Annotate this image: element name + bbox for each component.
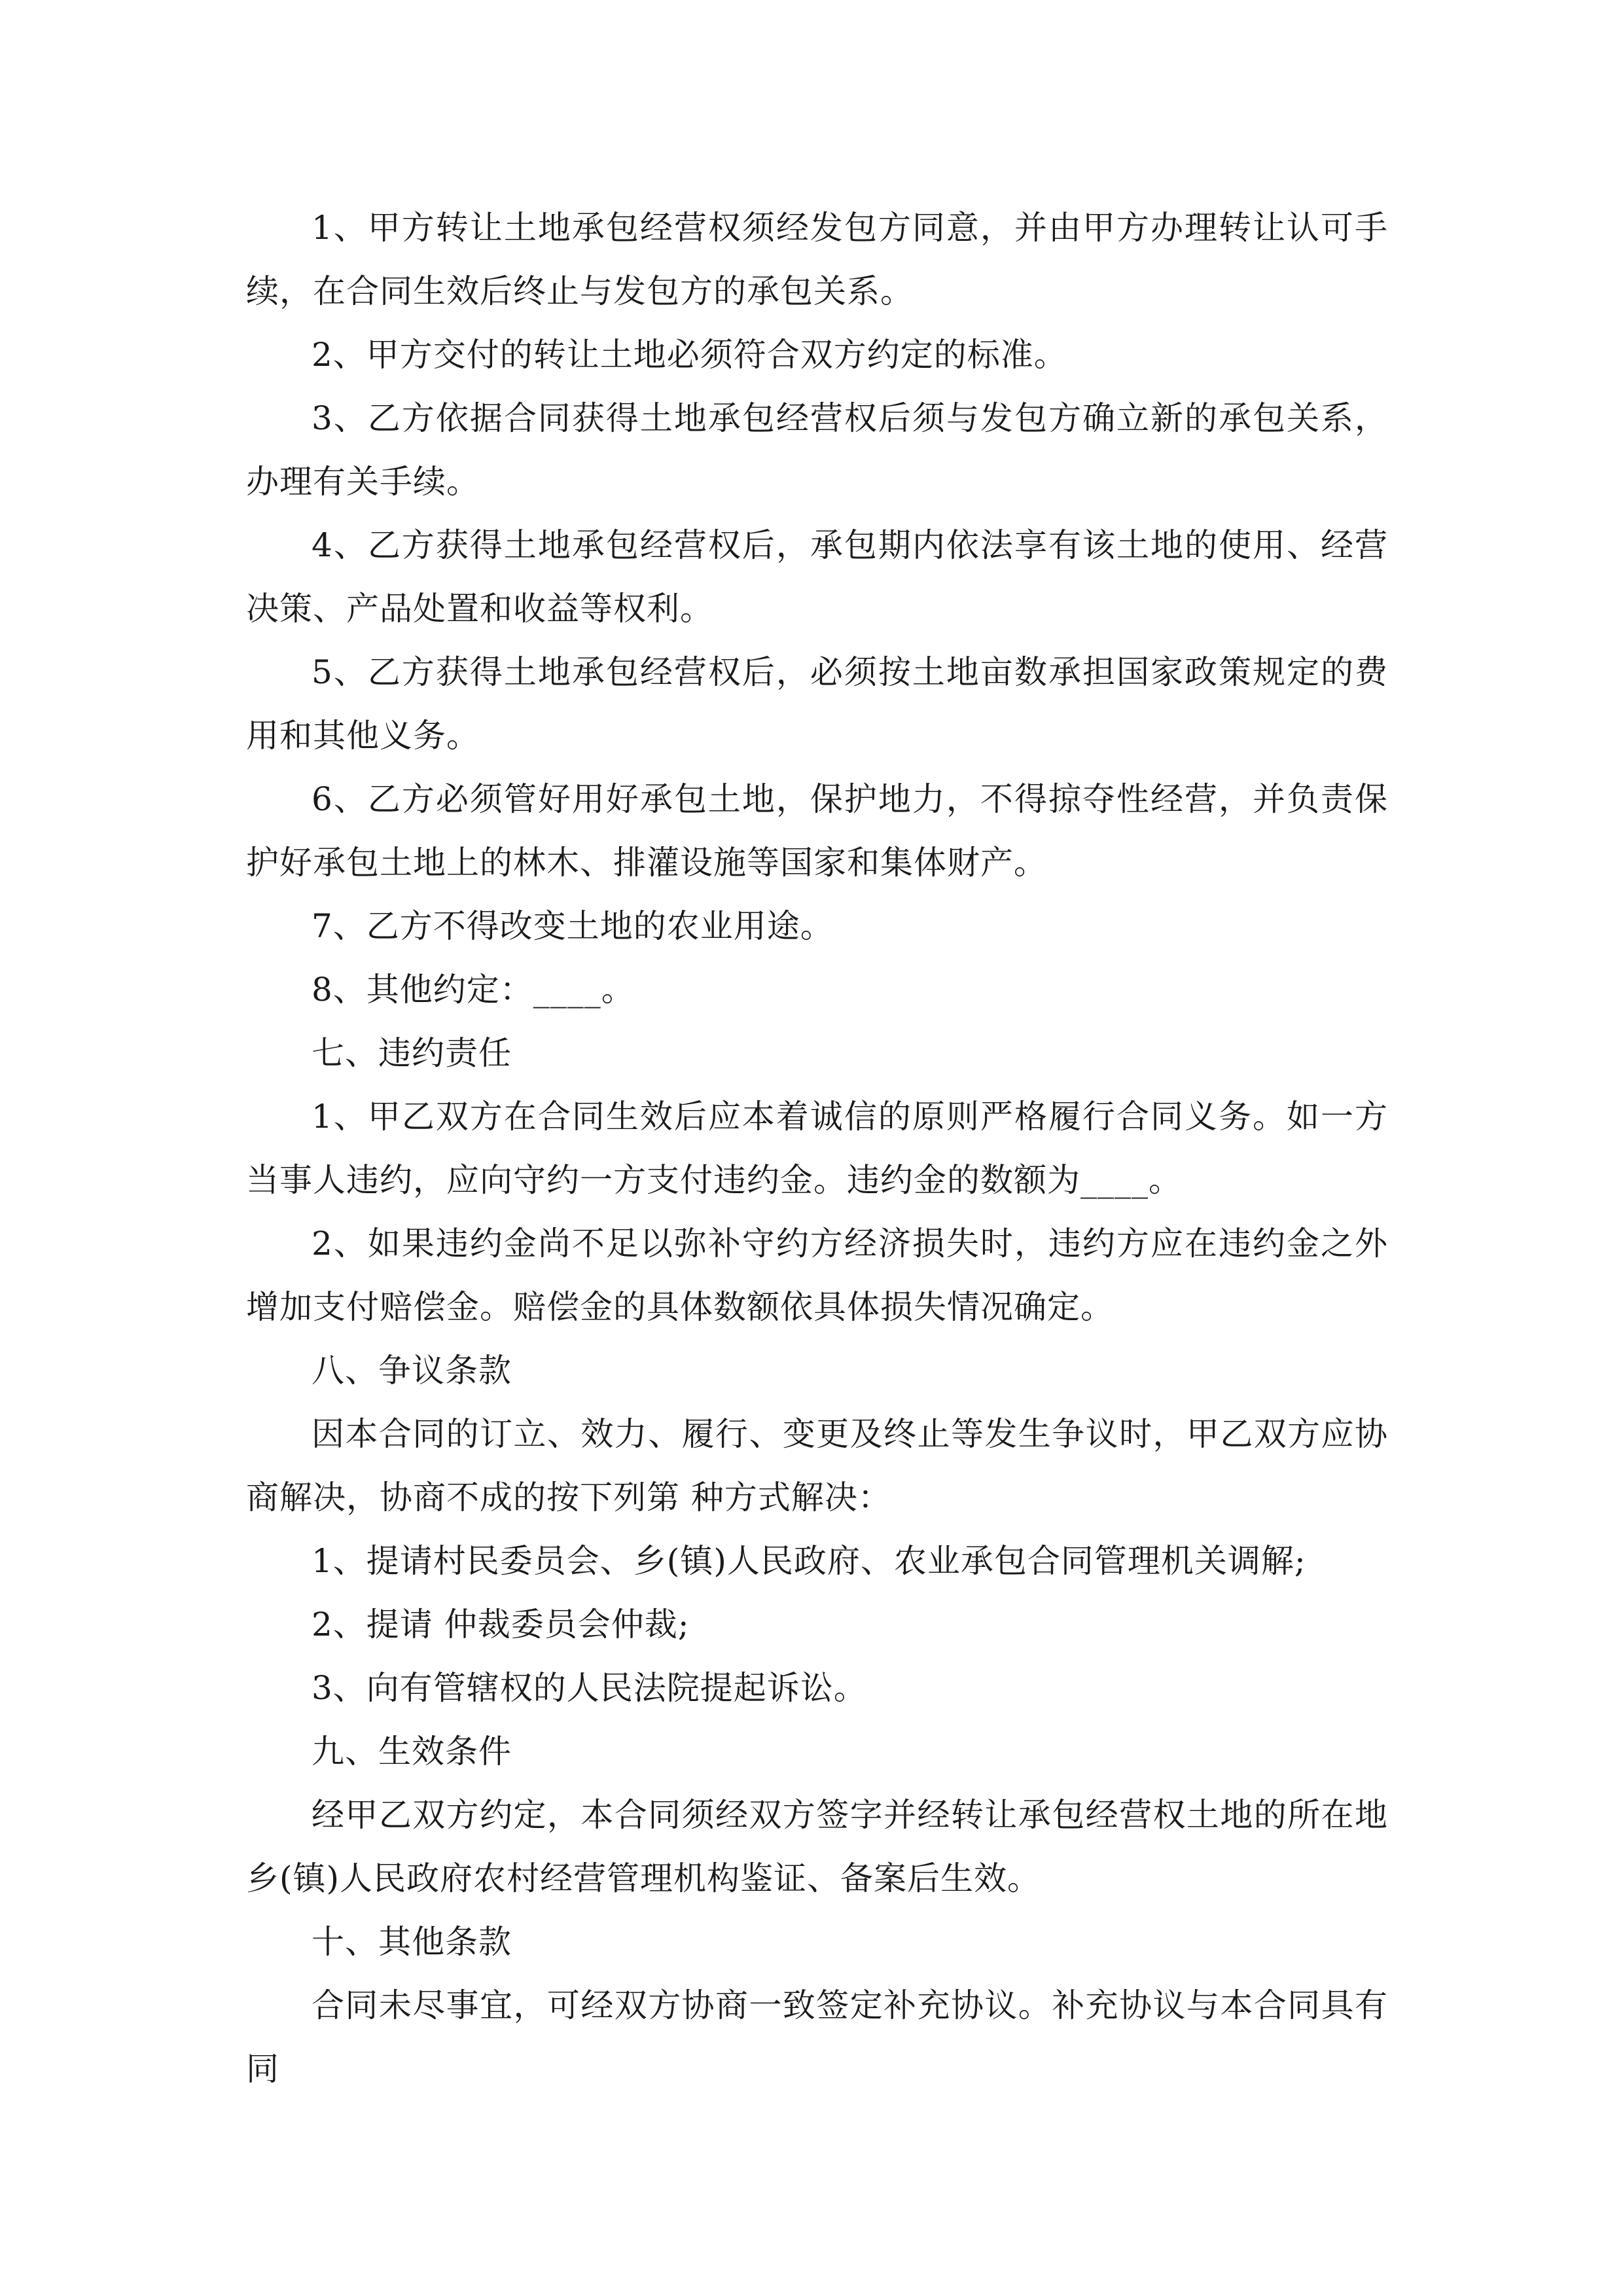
clause-paragraph: 3、向有管辖权的人民法院提起诉讼。 (312, 1669, 867, 1707)
clause-paragraph: 5、乙方获得土地承包经营权后，必须按土地亩数承担国家政策规定的费用和其他义务。 (246, 653, 1388, 755)
section-heading-effect: 九、生效条件 (312, 1732, 512, 1770)
clause-paragraph: 4、乙方获得土地承包经营权后，承包期内依法享有该土地的使用、经营决策、产品处置和收益等权利。 (246, 526, 1388, 628)
clause-paragraph: 合同未尽事宜，可经双方协商一致签定补充协议。补充协议与本合同具有同 (246, 1986, 1388, 2088)
clause-paragraph: 2、如果违约金尚不足以弥补守约方经济损失时，违约方应在违约金之外增加支付赔偿金。赔偿金的具体数额依具体损失情况确定。 (246, 1225, 1388, 1326)
section-heading-other: 十、其他条款 (312, 1923, 512, 1961)
document-body (246, 196, 1388, 2101)
section-heading-dispute: 八、争议条款 (312, 1352, 512, 1390)
clause-paragraph: 1、甲方转让土地承包经营权须经发包方同意，并由甲方办理转让认可手续，在合同生效后终止与发包方的承包关系。 (246, 209, 1388, 310)
clause-paragraph: 3、乙方依据合同获得土地承包经营权后须与发包方确立新的承包关系，办理有关手续。 (246, 399, 1388, 501)
clause-paragraph: 经甲乙双方约定，本合同须经双方签字并经转让承包经营权土地的所在地乡(镇)人民政府农村经营管理机构鉴证、备案后生效。 (246, 1796, 1388, 1897)
clause-paragraph: 1、提请村民委员会、乡(镇)人民政府、农业承包合同管理机关调解; (312, 1542, 1306, 1580)
clause-paragraph: 2、甲方交付的转让土地必须符合双方约定的标准。 (312, 336, 1067, 374)
clause-paragraph: 因本合同的订立、效力、履行、变更及终止等发生争议时，甲乙双方应协商解决，协商不成的按下列第 种方式解决： (246, 1415, 1388, 1516)
clause-paragraph: 8、其他约定：____。 (312, 971, 635, 1009)
clause-paragraph: 6、乙方必须管好用好承包土地，保护地力，不得掠夺性经营，并负责保护好承包土地上的林木、排灌设施等国家和集体财产。 (246, 780, 1388, 882)
clause-paragraph: 2、提请 仲裁委员会仲裁; (312, 1605, 690, 1643)
section-heading-breach: 七、违约责任 (312, 1034, 512, 1072)
clause-paragraph: 1、甲乙双方在合同生效后应本着诚信的原则严格履行合同义务。如一方当事人违约，应向守约一方支付违约金。违约金的数额为____。 (246, 1098, 1388, 1199)
clause-paragraph: 7、乙方不得改变土地的农业用途。 (312, 907, 834, 945)
